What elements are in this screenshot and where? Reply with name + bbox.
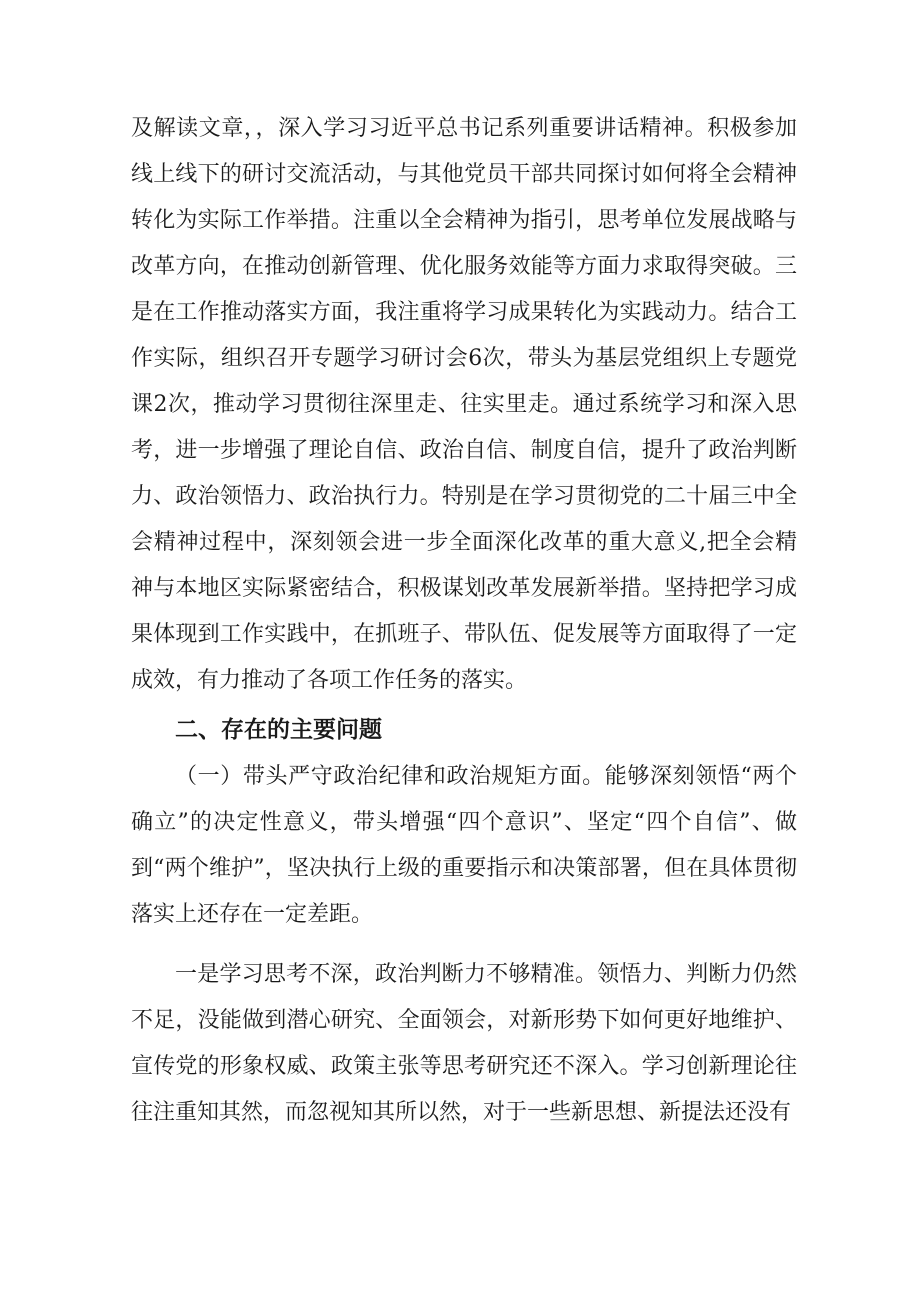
section-heading: 二、存在的主要问题 (175, 717, 382, 743)
body-paragraph-1: 及解读文章，，深入学习习近平总书记系列重要讲话精神。积极参加线上线下的研讨交流活动，与其他党员干部共同探讨如何将全会精神转化为实际工作举措。注重以全会精神为指引，思考单位发展战略与改革方向，在推动创新管理、优化服务效能等方面力求取得突破。三是在工作推动落实方面，我注重将学习成果转化为实践动力。结合工作实际，组织召开专题学习研讨会6次，带头为基层党组织上专题党课2次，推动学习贯彻往深里走、往实里走。通过系统学习和深入思考，进一步增强了理论自信、政治自信、制度自信，提升了政治判断力、政治领悟力、政治执行力。特别是在学习贯彻党的二十届三中全会精神过程中，深刻领会进一步全面深化改革的重大意义,把全会精神与本地区实际紧密结合，积极谋划改革发展新举措。坚持把学习成果体现到工作实践中，在抓班子、带队伍、促发展等方面取得了一定成效，有力推动了各项工作任务的落实。 (131, 116, 797, 693)
document-body (131, 106, 797, 1136)
body-paragraph-2: （一）带头严守政治纪律和政治规矩方面。能够深刻领悟“两个确立”的决定性意义，带头增强“四个意识”、坚定“四个自信”、做到“两个维护”，坚决执行上级的重要指示和决策部署，但在具体贯彻落实上还存在一定差距。 (131, 764, 797, 927)
body-paragraph-3: 一是学习思考不深，政治判断力不够精准。领悟力、判断力仍然不足，没能做到潜心研究、全面领会，对新形势下如何更好地维护、宣传党的形象权威、政策主张等思考研究还不深入。学习创新理论往往注重知其然，而忽视知其所以然，对于一些新思想、新提法还没有 (131, 962, 797, 1125)
